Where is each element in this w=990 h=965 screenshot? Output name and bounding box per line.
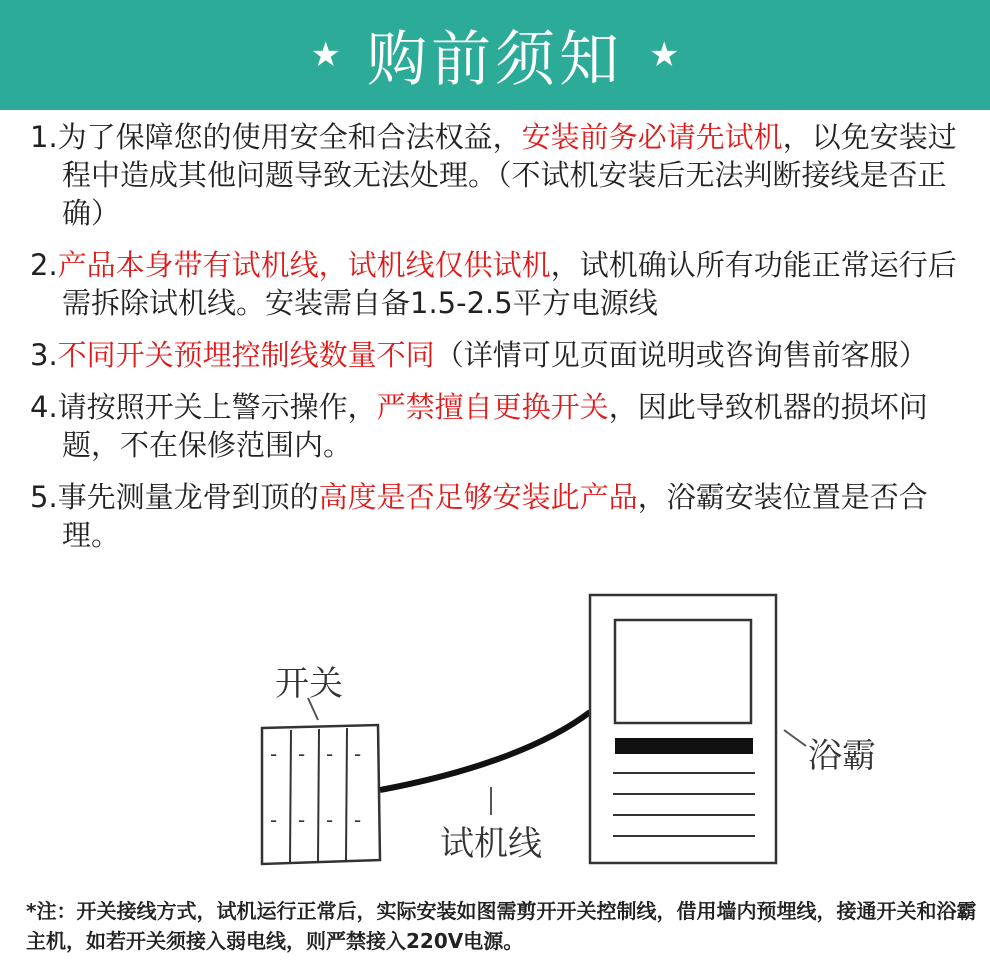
notice-item-4: 4.请按照开关上警示操作，严禁擅自更换开关，因此导致机器的损坏问题，不在保修范围内。 <box>30 390 928 462</box>
switch-divider <box>290 730 291 862</box>
test-wire <box>380 712 590 790</box>
switch-mark: - <box>354 742 362 766</box>
notice-item-5: 5.事先测量龙骨到顶的高度是否足够安装此产品，浴霸安装位置是否合理。 <box>30 480 928 552</box>
switch-mark: - <box>270 742 278 766</box>
switch-mark: - <box>298 742 306 766</box>
heater-panel <box>615 620 751 723</box>
switch-divider <box>318 729 319 861</box>
switch-mark: - <box>298 808 306 832</box>
heater-label: 浴霸 <box>808 736 876 776</box>
notice-item-3: 3.不同开关预埋控制线数量不同（详情可见页面说明或咨询售前客服） <box>30 338 928 372</box>
footnote: *注：开关接线方式，试机运行正常后，实际安装如图需剪开开关控制线，借用墙内预埋线，接通开关和浴霸主机，如若开关须接入弱电线，则严禁接入220V电源。 <box>26 899 977 953</box>
switch-mark: - <box>326 742 334 766</box>
switch-divider <box>346 728 347 861</box>
notice-list <box>30 118 975 568</box>
switch-mark: - <box>354 808 362 832</box>
switch-mark: - <box>326 808 334 832</box>
switch-panel <box>262 725 380 864</box>
notice-item-2: 2.产品本身带有试机线，试机线仅供试机，试机确认所有功能正常运行后需拆除试机线。安装需自备1.5-2.5平方电源线 <box>30 248 957 320</box>
star-icon-right: ★ <box>649 35 680 75</box>
switch-mark: - <box>270 808 278 832</box>
heater-bar <box>615 738 753 754</box>
notice-item-1: 1.为了保障您的使用安全和合法权益，安装前务必请先试机，以免安装过程中造成其他问题导致无法处理。（不试机安装后无法判断接线是否正确） <box>30 120 957 230</box>
page-title: 购前须知 <box>367 25 623 95</box>
heater-pointer <box>784 730 806 746</box>
wire-label: 试机线 <box>440 824 542 864</box>
wiring-diagram <box>0 580 990 880</box>
title-banner <box>0 0 990 110</box>
switch-label: 开关 <box>275 664 343 704</box>
star-icon-left: ★ <box>310 35 341 75</box>
